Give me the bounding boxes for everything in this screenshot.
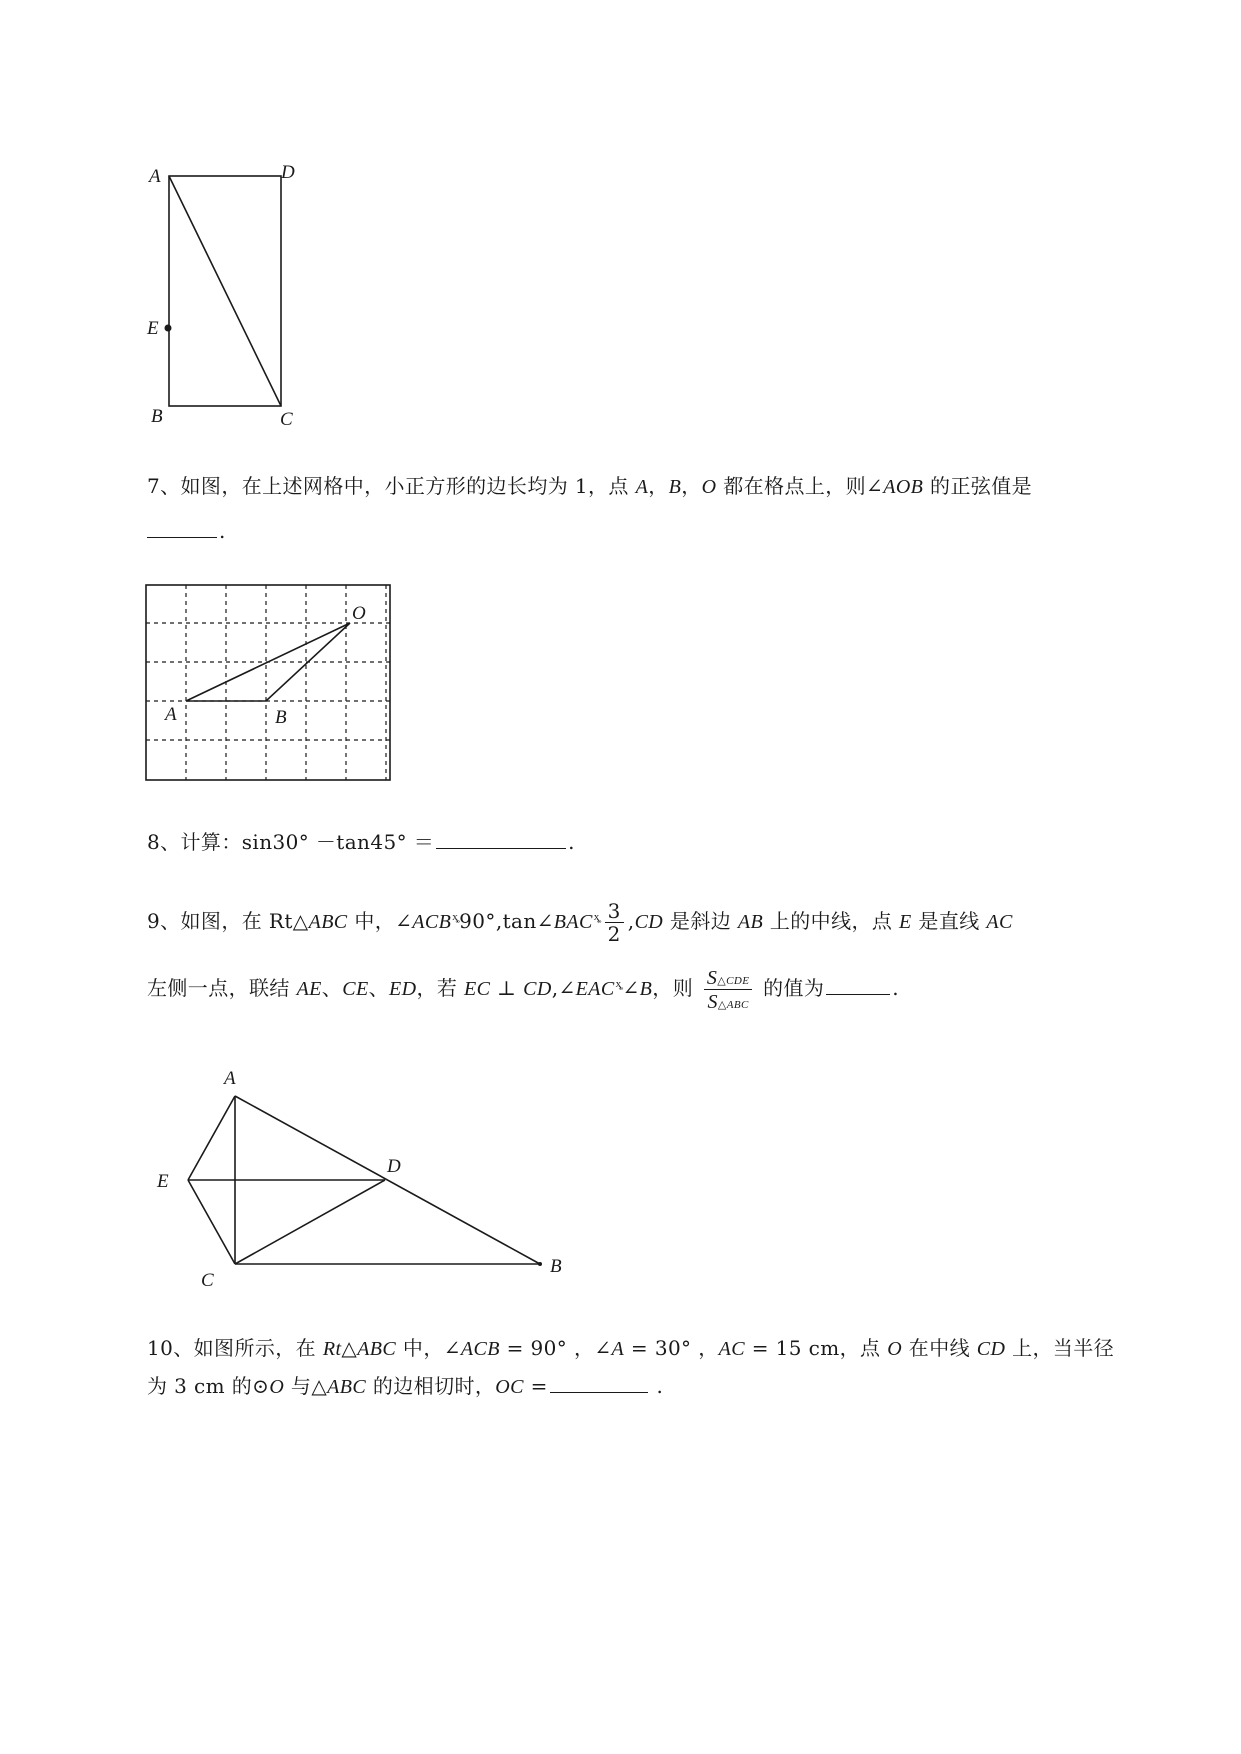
label-d: D bbox=[281, 162, 295, 183]
question-8: 8、计算：sin30° －tan45° ＝ . bbox=[147, 823, 1157, 861]
grid-label-a: A bbox=[165, 704, 177, 725]
tri-label-b: B bbox=[550, 1256, 562, 1277]
label-a: A bbox=[149, 166, 161, 187]
segment-ec bbox=[188, 1180, 235, 1264]
segment-cd bbox=[235, 1180, 385, 1264]
tri-label-e: E bbox=[157, 1171, 169, 1192]
question-9-line-1: 9、如图，在 Rt△ABC 中，$\angle ACB^{ҳ͚}90^\circ,\tan\angle BAC^{ҳ͚}$ $\frac{3}{2}$ ,CD 是斜边 AB 上的中线，点 E 是直线 AC bbox=[147, 899, 1013, 946]
grid-label-b: B bbox=[275, 707, 287, 728]
q9-number: 9、 bbox=[147, 909, 181, 933]
label-c: C bbox=[280, 409, 293, 430]
q10-number: 10、 bbox=[147, 1336, 194, 1360]
label-b: B bbox=[151, 406, 163, 427]
question-9-line-2: 左侧一点，联结 AE、CE、ED，若 EC ⊥ $CD,\angle EAC^{ҳ͚}\angle B$，则 $\frac{\text{S△CDE}}{\text{S△ABC}}$ 的值为 . bbox=[147, 967, 900, 1013]
question-7-answer-line: . bbox=[147, 512, 1157, 550]
label-e: E bbox=[147, 318, 159, 339]
question-10-line-1: 10、如图所示，在 Rt△ABC 中，∠ACB = 90° ，∠A = 30° ，AC = 15 cm，点 O 在中线 CD 上，当半径 bbox=[147, 1336, 1115, 1360]
q7-number: 7、 bbox=[147, 474, 181, 498]
fraction-3-2: $\frac{3}{2}$ bbox=[605, 900, 624, 945]
tri-label-d: D bbox=[387, 1156, 401, 1177]
grid-label-o: O bbox=[352, 603, 366, 624]
tri-label-a: A bbox=[224, 1068, 236, 1089]
q8-number: 8、 bbox=[147, 830, 181, 854]
tri-label-c: C bbox=[201, 1270, 214, 1291]
area-ratio-fraction: $\frac{\text{S△CDE}}{\text{S△ABC}}$ bbox=[704, 966, 752, 1013]
question-7: 7、如图，在上述网格中，小正方形的边长均为 1，点 A，B，O 都在格点上，则∠AOB 的正弦值是 bbox=[147, 474, 1033, 498]
q10-answer-blank[interactable] bbox=[550, 1370, 648, 1393]
segment-ae bbox=[188, 1096, 235, 1180]
question-10-line-2: 为 3 cm 的⊙O 与△ABC 的边相切时，OC = . bbox=[147, 1367, 1157, 1406]
